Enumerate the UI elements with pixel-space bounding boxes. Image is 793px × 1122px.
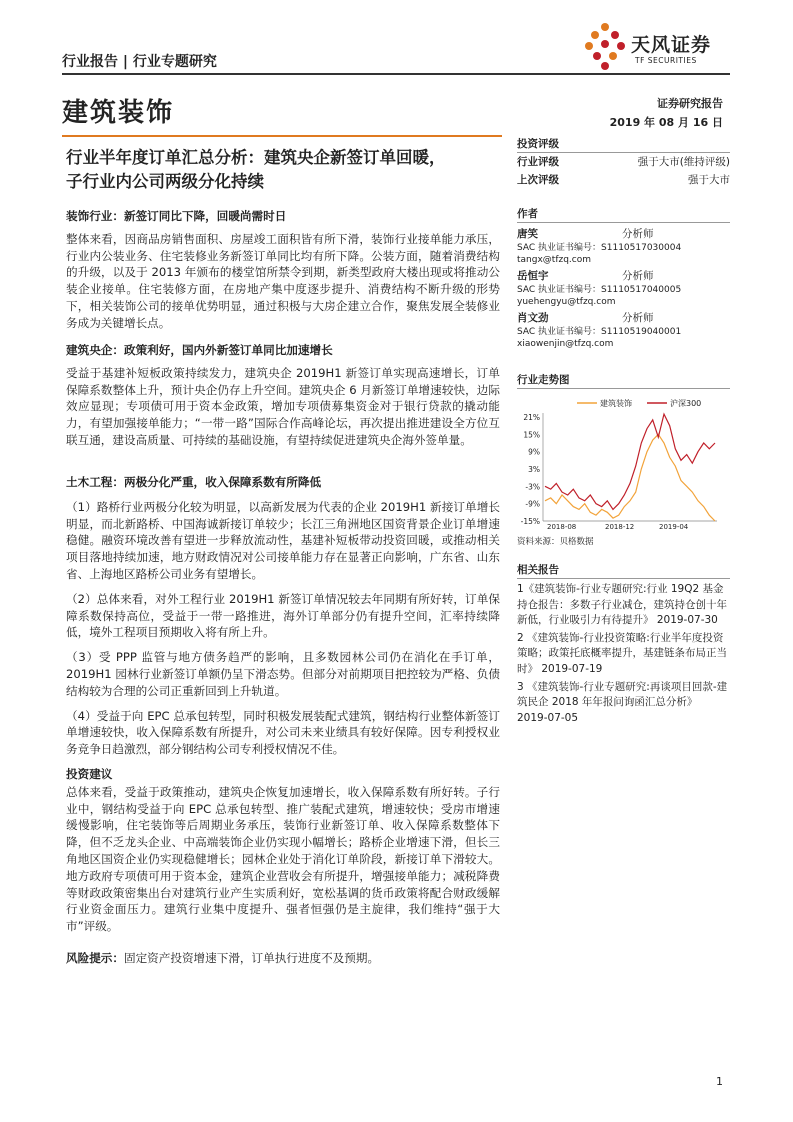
section-decoration <box>66 208 500 332</box>
related-report-item[interactable]: 3 《建筑装饰-行业专题研究:再谈项目回款-建筑民企 2018 年年报问询函汇总分析》 2019-07-05 <box>517 680 728 724</box>
section-central-soe <box>66 342 500 449</box>
section-investment <box>66 766 500 935</box>
rating-label: 行业评级 <box>517 156 559 168</box>
civil-paragraph-2: （2）总体来看，对外工程行业 2019H1 新签订单情况较去年同期有所好转，订单保障系数保持高位，受益于一带一路推进，海外订单部分仍有提升空间，汇率持续降低，境外工程项目预期收入将有所上升。 <box>66 591 500 640</box>
author-email[interactable]: yuehengyu@tfzq.com <box>517 297 616 307</box>
related-report-item[interactable]: 2 《建筑装饰-行业投资策略:行业半年度投资策略；政策托底概率提升，基建链条布局正当时》 2019-07-19 <box>517 631 727 675</box>
industry-rating-row <box>517 153 730 171</box>
series-line-2 <box>545 414 715 509</box>
author-cert: SAC 执业证书编号：S1110517040005 <box>517 285 682 295</box>
author-role: 分析师 <box>622 270 654 282</box>
authors-heading: 作者 <box>517 208 538 220</box>
author-name: 唐笑 <box>517 228 538 240</box>
y-tick-label: 21% <box>523 413 540 422</box>
related-list <box>517 582 730 726</box>
y-tick-label: -15% <box>520 517 540 526</box>
author-email[interactable]: xiaowenjin@tfzq.com <box>517 339 614 349</box>
related-divider <box>517 578 730 579</box>
y-tick-label: -9% <box>525 499 540 509</box>
industry-trend-chart <box>517 389 730 529</box>
related-panel <box>517 562 730 728</box>
y-tick-label: 15% <box>523 430 540 440</box>
industry-title: 建筑装饰 <box>62 98 175 128</box>
section-body: 整体来看，因商品房销售面积、房屋竣工面积皆有所下滑，装饰行业接单能力承压，行业内公装业务、住宅装修业务新签订单同比均有所下降。公装方面，随着消费结构的升级，以及于 2013 年颁布的楼堂馆所禁令到期，新类型政府大楼出现或将推动公装企业接单。住宅装修方面，在房地产集中度逐步提升、消费结构不断升级的形势下，相关装饰公司的接单优势明显，通过积极与大房企建立合作，聚焦发展全装修业务成为关键增长点。 <box>66 231 500 330</box>
prev-rating-value: 强于大市 <box>688 174 730 186</box>
author-cert: SAC 执业证书编号：S1110517030004 <box>517 243 682 253</box>
legend-label-2: 沪深300 <box>670 399 702 408</box>
y-tick-label: 3% <box>528 465 540 474</box>
report-date: 2019 年 08 月 16 日 <box>609 116 723 129</box>
section-heading: 投资建议 <box>66 767 113 781</box>
section-heading: 建筑央企：政策利好，国内外新签订单同比加速增长 <box>66 343 333 357</box>
author-role: 分析师 <box>622 312 654 324</box>
section-body: 受益于基建补短板政策持续发力，建筑央企 2019H1 新签订单实现高速增长，订单保障系数整体上升，预计央企仍存上升空间。建筑央企 6 月新签订单增速较快，边际效应显现；专项债可用于资本金政策，增加专项债募集资金对于银行贷款的撬动能力，有望加强接单能力；“一带一路”国际合作高峰论坛，再次提出推进建设全方位互联互通，建设高质量、可持续的基础设施，有望持续促进建筑央企海外签单量。 <box>66 365 500 447</box>
report-title <box>66 146 506 194</box>
author-entry <box>517 227 730 266</box>
y-tick-label: -3% <box>525 482 540 492</box>
author-role: 分析师 <box>622 228 654 240</box>
risk-warning <box>66 950 500 967</box>
title-line-2: 子行业内公司两级分化持续 <box>66 172 264 191</box>
author-entry <box>517 269 730 308</box>
risk-body: 固定资产投资增速下滑，订单执行进度不及预期。 <box>123 951 380 965</box>
section-heading: 装饰行业：新签订同比下降，回暖尚需时日 <box>66 209 287 223</box>
authors-list <box>517 227 730 350</box>
x-tick-label: 2018-12 <box>605 523 635 529</box>
page-number: 1 <box>716 1075 723 1088</box>
authors-panel <box>517 206 730 353</box>
title-line-1: 行业半年度订单汇总分析：建筑央企新签订单回暖， <box>66 148 446 167</box>
previous-rating-row <box>517 171 730 189</box>
logo-text-cn: 天风证券 <box>631 34 712 56</box>
section-civil <box>66 474 500 758</box>
civil-paragraph-1: （1）路桥行业两极分化较为明显，以高新发展为代表的企业 2019H1 新接订单增长明显，而北新路桥、中国海诚新接订单较少；长江三角洲地区国资背景企业订单增速稳健。融资环境改善有望进一步释放流动性，基建补短板带动投资回暖，或推动相关项目落地持续加速，地方财政情况对公司接单能力存在显著正向影响，广东省、山东省、上海地区路桥公司业务有望增长。 <box>66 499 500 581</box>
company-logo <box>583 22 723 72</box>
chart-source: 资料来源：贝格数据 <box>517 537 594 547</box>
report-category: 行业报告 | 行业专题研究 <box>62 54 217 70</box>
report-type: 证券研究报告 <box>657 97 723 110</box>
y-tick-label: 9% <box>528 447 540 457</box>
rating-heading: 投资评级 <box>517 138 559 150</box>
series-line-1 <box>545 434 715 521</box>
trend-panel <box>517 372 730 548</box>
author-name: 肖文劲 <box>517 312 549 324</box>
logo-mark-icon <box>583 22 629 70</box>
trend-heading: 行业走势图 <box>517 374 570 386</box>
x-tick-label: 2019-04 <box>659 523 689 529</box>
header-divider <box>62 73 730 75</box>
risk-label: 风险提示： <box>66 951 124 965</box>
section-heading: 土木工程：两极分化严重，收入保障系数有所降低 <box>66 475 322 489</box>
rating-value: 强于大市(维持评级) <box>637 156 730 168</box>
author-cert: SAC 执业证书编号：S1110519040001 <box>517 327 682 337</box>
authors-divider <box>517 222 730 223</box>
author-entry <box>517 311 730 350</box>
rating-panel <box>517 136 730 189</box>
related-heading: 相关报告 <box>517 564 559 576</box>
prev-rating-label: 上次评级 <box>517 174 559 186</box>
related-report-item[interactable]: 1《建筑装饰-行业专题研究:行业 19Q2 基金持仓报告：多数子行业减仓，建筑持仓创十年新低，行业吸引力有待提升》 2019-07-30 <box>517 583 727 627</box>
x-tick-label: 2018-08 <box>547 523 577 529</box>
civil-paragraph-3: （3）受 PPP 监管与地方债务趋严的影响，且多数园林公司仍在消化在手订单，2019H1 园林行业新签订单额仍呈下滑态势。但部分对前期项目把控较为严格、负债结构较为合理的公司正重新回到上升轨道。 <box>66 650 500 698</box>
logo-text-en: TF SECURITIES <box>635 56 697 65</box>
legend-label-1: 建筑装饰 <box>600 399 632 408</box>
title-divider <box>62 135 502 137</box>
author-email[interactable]: tangx@tfzq.com <box>517 255 592 265</box>
author-name: 岳恒宇 <box>517 270 549 282</box>
section-body: 总体来看，受益于政策推动，建筑央企恢复加速增长，收入保障系数有所好转。子行业中，钢结构受益于向 EPC 总承包转型、推广装配式建筑，增速较快；受房市增速缓慢影响，住宅装饰等后周期业务承压，装饰行业新签订单、收入保障系数整体下降，但不乏龙头企业、中高端装饰企业仍实现小幅增长；路桥企业增速下滑，但长三角地区国资企业仍实现稳健增长；园林企业处于消化订单阶段，新接订单下滑较大。地方政府专项债可用于资本金，建筑企业营收会有所提升，增强接单能力；减税降费等财政政策密集出台对建筑行业产生实质利好，宽松基调的货币政策将配合财政缓解行业资金面压力。建筑行业集中度提升、强者恒强仍是主旋律，我们维持“强于大市”评级。 <box>66 784 500 934</box>
civil-paragraph-4: （4）受益于向 EPC 总承包转型，同时积极发展装配式建筑，钢结构行业整体新签订单增速较快，收入保障系数有所提升，对公司未来业绩具有较好保障。因专利授权业务竞争日趋激烈，部分钢结构公司专利授权情况不佳。 <box>66 708 500 757</box>
